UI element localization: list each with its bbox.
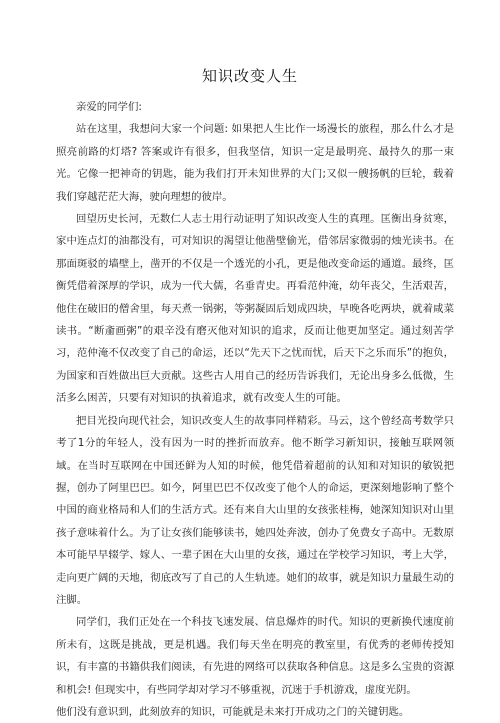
paragraph-closing: 他们没有意识到，此刻放弃的知识，可能就是未来打开成功之门的关键钥匙。 [56,705,410,718]
paragraph-present: 同学们，我们正处在一个科技飞速发展、信息爆炸的时代。知识的更新换代速度前所未有，这既是挑战，更是机遇。我们每天坐在明亮的教室里，有优秀的老师传授知识，有丰富的书籍供我们阅读，有先进的网络可以获取各种信息。这是多么宝贵的资源和机会! 但现实中，有些同学却对学习不够重视，沉迷于手机游戏，虚度光阴。 [56,616,454,696]
paragraph-intro: 站在这里，我想问大家一个问题: 如果把人生比作一场漫长的旅程，那么什么才是照亮前路的灯塔? 答案或许有很多，但我坚信，知识一定是最明亮、最持久的那一束光。它像一把神奇的钥匙，能为我们打开未知世界的大门;又似一艘扬帆的巨轮，载着我们穿越茫茫大海，驶向理想的彼岸。 [56,123,454,203]
greeting-line: 亲爱的同学们: [76,101,142,113]
document-title: 知识改变人生 [201,67,298,85]
document-body [56,96,454,723]
paragraph-modern: 把目光投向现代社会，知识改变人生的故事同样精彩。马云，这个曾经高考数学只考了1分的年轻人，没有因为一时的挫折而放弃。他不断学习新知识，接触互联网领域。在当时互联网在中国还鲜为人知的时候，他凭借着超前的认知和对知识的敏锐把握，创办了阿里巴巴。如今，阿里巴巴不仅改变了他个人的命运，更深刻地影响了整个中国的商业格局和人们的生活方式。还有来自大山里的女孩张桂梅，她深知知识对山里孩子意味着什么。为了让女孩们能够读书，她四处奔波，创办了免费女子高中。无数原本可能早早辍学、嫁人、一辈子困在大山里的女孩，通过在学校学习知识，考上大学，走向更广阔的天地，彻底改写了自己的人生轨迹。她们的故事，就是知识力量最生动的注脚。 [56,414,454,606]
paragraph-history: 回望历史长河，无数仁人志士用行动证明了知识改变人生的真理。匡衡出身贫寒，家中连点灯的油都没有，可对知识的渴望让他凿壁偷光，借邻居家微弱的烛光读书。在那面斑驳的墙壁上，凿开的不仅是一个透光的小孔，更是他改变命运的通道。最终，匡衡凭借着深厚的学识，成为一代大儒，名垂青史。再看范仲淹，幼年丧父，生活艰苦，他住在破旧的僧舍里，每天煮一锅粥，等粥凝固后划成四块，早晚各吃两块，就着咸菜读书。“断齑画粥”的艰辛没有磨灭他对知识的追求，反而让他更加坚定。通过刻苦学习，范仲淹不仅改变了自己的命运，还以“先天下之忧而忧，后天下之乐而乐”的抱负，为国家和百姓做出巨大贡献。这些古人用自己的经历告诉我们，无论出身多么低微，生活多么困苦，只要有对知识的执着追求，就有改变人生的可能。 [56,213,454,405]
